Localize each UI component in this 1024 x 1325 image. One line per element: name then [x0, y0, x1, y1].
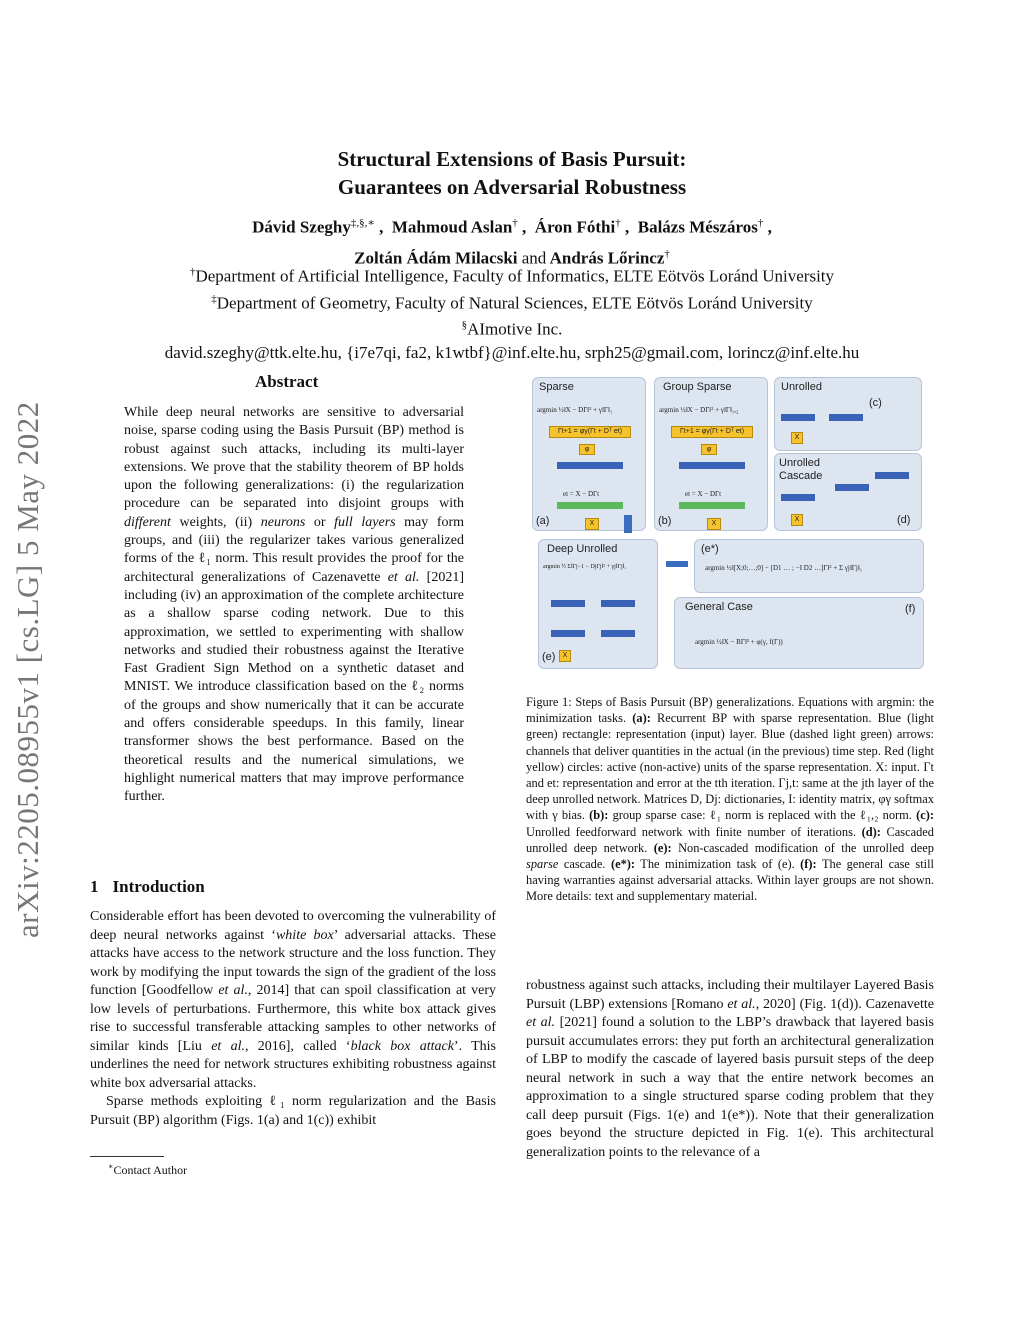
abstract-part: [2021] including (iv) an approximation of the complete architecture as a shallow sparse coding network. Due to this approximation, we settled to experimenting with shallow networks and studied their robustness against the Iterative Fast Gradient Sign Method on a synthetic dataset and MNIST. We introduce classification based on the ℓ₂ norms of the groups and show numerically that it can be accurate and offers considerable speedups. In this family, linear transformer shows the best performance. Based on the theoretical results and the numerical simulations, we highlight numerical matters that may improve performance further. [124, 569, 464, 805]
intro-column-right [526, 977, 934, 1162]
input-box: X [707, 518, 721, 530]
equation: argmin ½ Σ‖Γj−1 − DjΓj‖² + γj‖Γj‖₁ [543, 564, 627, 570]
layer-bar [835, 484, 869, 491]
layer-bar [551, 600, 585, 607]
caption-tag: (e): [653, 840, 672, 855]
col2-part: [2021] found a solution to the LBP’s drawback that layered basis pursuit accumulates errors: they put forth an architectural generalization of LBP to modify the cascade of layered basis pursuit steps of the deep neural network in such a way that the entire network becomes an approximation to a single structured sparse coding problem that they call deep pursuit (Figs. 1(e) and 1(e*)). Note that their generalization goes beyond the structure depicted in Fig. 1(e). This architectural generalization points to the relevance of a [526, 1015, 934, 1160]
panel-tag: (e) [542, 651, 556, 663]
caption-part: The minimization task of (e). [640, 857, 795, 872]
error-equation: et = X − DΓt [685, 490, 722, 498]
abstract-part: or [313, 514, 326, 530]
equation: argmin ½‖X − BΓ‖² + φ(γ, f(Γ)) [695, 638, 783, 646]
caption-part: Recurrent BP with sparse representation. Blue (light green) rectangle: representation (input) layer. Blue (dashed light green) arrows: channels that deliver quantities in the actual (in the previous) time step. Red (light yellow) circles: active (non-active) units of the sparse representation. X: input. Γt and et: representation and error at the tth iteration. Γj,t: same at the jth layer of the deep unrolled network. Matrices D, Dj: dictionaries, I: identity matrix, φγ softmax with γ bias. [526, 711, 934, 823]
author-1: Dávid Szeghy [252, 217, 351, 237]
representation-layer [679, 462, 745, 469]
panel-tag: (f) [905, 603, 916, 615]
intro-emphasis: white box [275, 927, 334, 943]
panel-sparse [532, 377, 646, 531]
panel-unrolled [774, 377, 922, 451]
caption-emphasis: sparse [526, 857, 559, 872]
input-layer [679, 502, 745, 509]
equation: argmin ½‖X − DΓ‖² + γ‖Γ‖₁ [537, 406, 613, 414]
panel-title: Deep Unrolled [547, 543, 618, 555]
layer-bar [601, 630, 635, 637]
abstract-part: weights, (ii) [179, 514, 253, 530]
author-6: András Lőrincz [549, 248, 665, 268]
representation-layer [557, 462, 623, 469]
abstract-emphasis: et al. [387, 569, 420, 585]
col2-emphasis: et al. [727, 996, 756, 1012]
caption-part: Unrolled feedforward network with finite number of iterations. [526, 824, 856, 839]
intro-part: Considerable effort has been devoted to overcoming the vulnerability of deep neural networks against ‘ [90, 909, 496, 943]
panel-tag: (b) [658, 515, 672, 527]
caption-part: Figure 1: Steps of Basis Pursuit (BP) generalizations. Equations with argmin: the minimization tasks. [526, 695, 934, 726]
intro-part: , 2016], called ‘ [244, 1038, 351, 1054]
section-heading-introduction [90, 877, 219, 897]
intro-emphasis: et al. [211, 1038, 245, 1054]
layer-bar [551, 630, 585, 637]
panel-tag: (a) [536, 515, 550, 527]
intro-paragraph-2: Sparse methods exploiting ℓ₁ norm regularization and the Basis Pursuit (BP) algorithm (Figs. 1(a) and 1(c)) exhibit [90, 1094, 496, 1128]
equation: argmin ½‖[X;0;…;0] − [D1 … ; −I D2 …]Γ‖² + Σ γj‖Γj‖₁ [705, 564, 863, 572]
abstract-part: While deep neural networks are sensitive to adversarial noise, sparse coding using the Basis Pursuit (BP) method is robust against such attacks, including its multi-layer extensions. We prove that the stability theorem of BP holds upon the following generalizations: (i) the regularization procedure can be separated into disjoint groups with [124, 405, 464, 512]
intro-paragraph-1 [90, 908, 496, 1093]
caption-tag: (c): [916, 808, 934, 823]
input-box: X [791, 432, 803, 444]
affiliation-1: Department of Artificial Intelligence, Faculty of Informatics, ELTE Eötvös Loránd University [195, 266, 835, 286]
affiliations [0, 261, 1024, 364]
abstract-heading: Abstract [255, 372, 319, 391]
intro-emphasis: et al. [218, 983, 248, 998]
author-and: and [521, 248, 547, 268]
double-arrow-icon [666, 561, 688, 567]
layer-bar [875, 472, 909, 479]
author-emails: david.szeghy@ttk.elte.hu, {i7e7qi, fa2, k1wtbf}@inf.elte.hu, srph25@gmail.com, lorincz@inf.elte.hu [164, 342, 860, 362]
panel-title: Sparse [539, 381, 574, 393]
error-equation: et = X − DΓt [563, 490, 600, 498]
author-5: Zoltán Ádám Milacski [354, 248, 518, 268]
aff1-symbol: † [189, 266, 196, 278]
author-2-sup: † [512, 217, 518, 229]
figure-1 [526, 375, 926, 671]
col2-part: robustness against such attacks, including their multilayer Layered Basis Pursuit (LBP) extensions [Romano [526, 978, 934, 1012]
panel-general-case [674, 597, 924, 669]
panel-group-sparse [654, 377, 768, 531]
caption-part: The general case still having warranties against adversarial attacks. Within layer groups are not shown. More details: text and supplementary material. [526, 857, 935, 904]
author-list: Dávid Szeghy‡,§,∗ , Mahmoud Aslan† , Áron Fóthi† , Balázs Mészáros† , Zoltán Ádám Milacski and András Lőrincz† [252, 217, 772, 268]
author-4-sup: † [757, 217, 764, 229]
phi-box: φ [579, 444, 595, 455]
panel-deep-unrolled [538, 539, 658, 669]
author-3-sup: † [615, 217, 621, 229]
panel-minimization-task [694, 539, 924, 593]
caption-part: cascade. [563, 857, 606, 872]
update-box: Γt+1 = φγ(Γt + Dᵀ et) [671, 426, 753, 438]
author-6-sup: † [664, 247, 670, 260]
author-1-sup: ‡,§,∗ [350, 217, 375, 229]
panel-unrolled-cascade [774, 453, 922, 531]
input-box: X [791, 514, 803, 526]
input-box: X [585, 518, 599, 530]
intro-part: ’ adversarial attacks. These attacks have access to the network structure and the loss function. They work by modifying the input towards the sign of the gradient of the loss function [Goodfellow [90, 927, 497, 998]
author-2: Mahmoud Aslan [391, 217, 513, 237]
panel-title: Unrolled [781, 381, 822, 393]
intro-part: , 2014] that can spoil classification at very low levels of perturbations. Furthermore, this white box attack gives rise to successful transferable attacking samples to other networks of similar kinds [Liu [90, 983, 497, 1054]
title-line-2: Guarantees on Adversarial Robustness [337, 175, 687, 199]
phi-box: φ [701, 444, 717, 455]
panel-tag: (c) [869, 397, 882, 409]
update-box: Γt+1 = φγ(Γt + Dᵀ et) [549, 426, 631, 438]
affiliation-2: Department of Geometry, Faculty of Natural Sciences, ELTE Eötvös Loránd University [216, 293, 813, 313]
caption-tag: (f): [800, 857, 817, 872]
aff2-symbol: ‡ [211, 292, 217, 305]
col2-part: , 2020] (Fig. 1(d)). Cazenavette [755, 996, 935, 1012]
footnote [108, 1162, 187, 1178]
panel-title: Unrolled Cascade [779, 457, 823, 482]
abstract-emphasis: neurons [260, 514, 306, 530]
abstract-part: may form groups, and (iii) the regularizer takes various generalized forms of the ℓ₁ norm. This result provides the proof for the architectural generalizations of Cazenavette [124, 514, 465, 585]
caption-part: Cascaded unrolled deep network. [526, 824, 934, 855]
layer-bar [781, 494, 815, 501]
footnote-text: Contact Author [113, 1163, 188, 1177]
col2-emphasis: et al. [526, 1015, 556, 1030]
equation: argmin ½‖X − DΓ‖² + γ‖Γ‖₁,₂ [659, 406, 739, 414]
intro-part: ’. This underlines the need for network structures exhibiting robustness against white box adversarial attacks. [90, 1038, 496, 1091]
layer-bar [781, 414, 815, 421]
layer-bar [601, 600, 635, 607]
panel-title: Group Sparse [663, 381, 732, 393]
footnote-symbol: ∗ [108, 1162, 114, 1171]
panel-title: General Case [685, 601, 753, 613]
figure-caption [526, 694, 934, 905]
arxiv-stamp: arXiv:2205.08955v1 [cs.LG] 5 May 2022 [10, 401, 45, 938]
panel-tag: (d) [897, 514, 911, 526]
title-line-1: Structural Extensions of Basis Pursuit: [337, 147, 687, 171]
caption-tag: (e*): [610, 857, 636, 872]
author-3: Áron Fóthi [534, 217, 616, 237]
caption-tag: (b): [589, 808, 609, 823]
section-title: Introduction [112, 877, 205, 896]
intro-column-left [90, 908, 496, 1130]
panel-tag: (e*) [701, 543, 719, 555]
intro-emphasis: black box attack [350, 1038, 454, 1054]
arrow-down-icon [624, 515, 632, 533]
footnote-rule [90, 1156, 164, 1157]
caption-part: Non-cascaded modification of the unrolled deep [678, 840, 934, 855]
caption-part: group sparse case: ℓ₁ norm is replaced with the ℓ₁,₂ norm. [612, 808, 912, 823]
layer-bar [829, 414, 863, 421]
affiliation-3: AImotive Inc. [467, 319, 563, 339]
caption-tag: (d): [861, 824, 881, 839]
abstract-text [124, 404, 464, 807]
aff3-symbol: § [461, 319, 468, 332]
paper-title [0, 145, 1024, 201]
author-4: Balázs Mészáros [637, 217, 758, 237]
abstract-emphasis: full layers [334, 514, 396, 530]
input-box: X [559, 650, 571, 662]
caption-tag: (a): [632, 711, 651, 726]
input-layer [557, 502, 623, 509]
abstract-emphasis: different [124, 514, 171, 530]
section-number: 1 [90, 877, 99, 896]
